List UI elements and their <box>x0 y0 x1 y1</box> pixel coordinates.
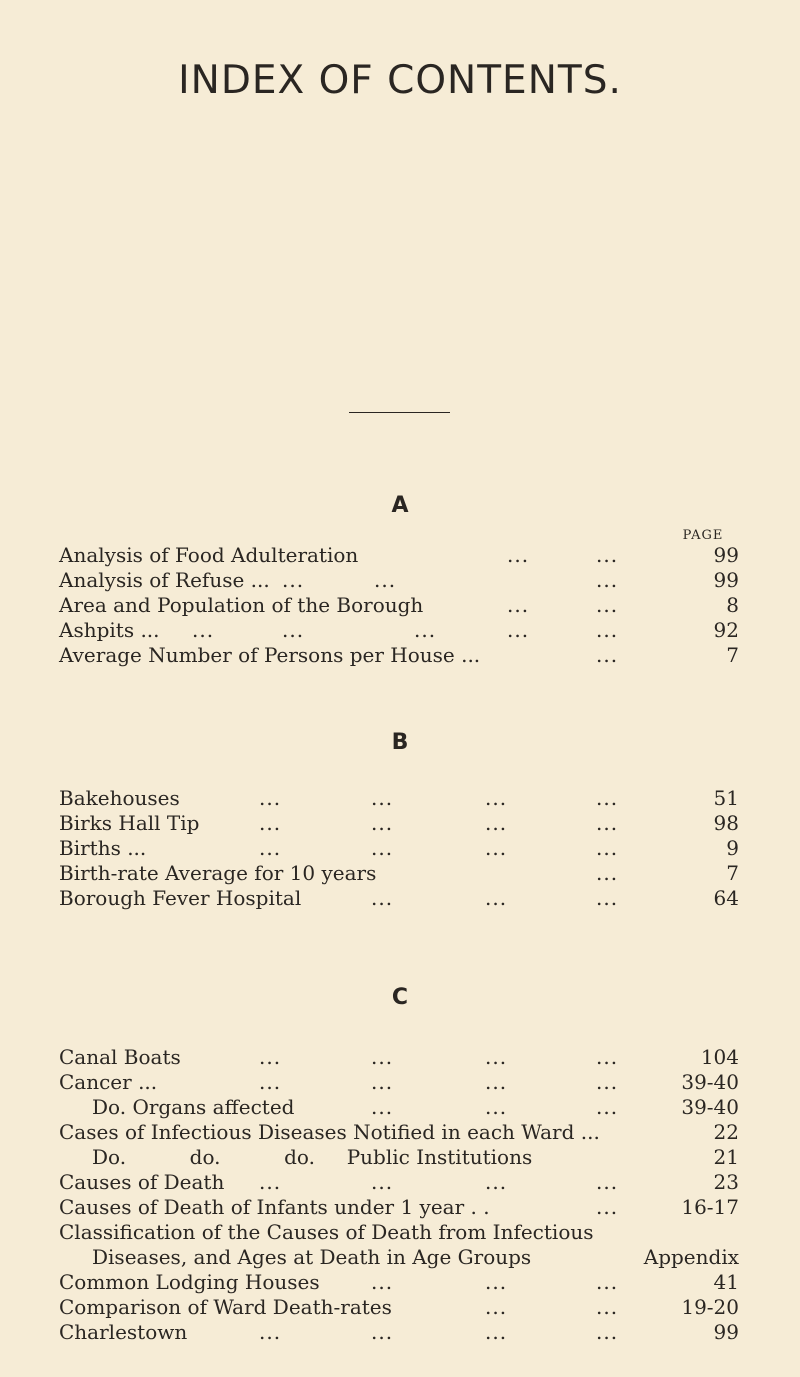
index-entry: Canal Boats ... ... ... ... 104 <box>59 1045 739 1069</box>
entry-page: 92 <box>713 618 739 642</box>
entry-page: 7 <box>726 643 739 667</box>
index-entry: Charlestown ... ... ... ... 99 <box>59 1320 739 1344</box>
title-divider <box>349 412 450 413</box>
entry-label: Causes of Death of Infants under 1 year . . <box>59 1195 490 1219</box>
index-entry: Birth-rate Average for 10 years ... 7 <box>59 861 739 885</box>
index-entry <box>59 1245 739 1270</box>
index-entry: Analysis of Food Adulteration ... ... 99 <box>59 543 739 567</box>
index-entry: Causes of Death ... ... ... ... 23 <box>59 1170 739 1194</box>
entry-label: Borough Fever Hospital <box>59 886 302 910</box>
entry-page: 7 <box>726 861 739 885</box>
entry-label: Common Lodging Houses <box>59 1270 320 1294</box>
index-entry: Ashpits ... ... ... ... ... ... 92 <box>59 618 739 642</box>
entry-label: Classification of the Causes of Death from Infectious <box>59 1220 594 1244</box>
entry-page: 16-17 <box>681 1195 739 1219</box>
index-entry: Bakehouses ... ... ... ... 51 <box>59 786 739 810</box>
entry-page: 99 <box>713 543 739 567</box>
entry-label: Average Number of Persons per House ... <box>59 643 481 667</box>
entry-label: Birks Hall Tip <box>59 811 200 835</box>
entry-label: Do. Organs affected <box>92 1095 295 1119</box>
entry-label: Diseases, and Ages at Death in Age Groups <box>92 1245 532 1269</box>
entry-label: Analysis of Refuse ... <box>59 568 270 592</box>
index-entry <box>59 1145 739 1170</box>
entry-label: Analysis of Food Adulteration <box>59 543 359 567</box>
entry-page: 104 <box>700 1045 739 1069</box>
section-letter-a: A <box>391 493 409 518</box>
entry-label: Causes of Death <box>59 1170 225 1194</box>
entry-label: Cancer ... <box>59 1070 158 1094</box>
index-entry: Birks Hall Tip ... ... ... ... 98 <box>59 811 739 835</box>
index-entry <box>59 1120 739 1145</box>
entry-label: Bakehouses <box>59 786 180 810</box>
index-entry: Average Number of Persons per House ... ... 7 <box>59 643 739 667</box>
entry-page: 64 <box>713 886 739 910</box>
section-letter-c: C <box>391 985 409 1010</box>
entry-page: 19-20 <box>681 1295 739 1319</box>
index-entry <box>59 1220 739 1245</box>
index-entry: Causes of Death of Infants under 1 year . . ... 16-17 <box>59 1195 739 1219</box>
entry-label: Comparison of Ward Death-rates <box>59 1295 392 1319</box>
entry-page: 8 <box>726 593 739 617</box>
entry-label: Canal Boats <box>59 1045 181 1069</box>
entry-label: Area and Population of the Borough <box>59 593 424 617</box>
index-entry: Births ... ... ... ... ... 9 <box>59 836 739 860</box>
entry-page: 99 <box>713 1320 739 1344</box>
entry-page: 51 <box>713 786 739 810</box>
entry-label: Do. do. do. Public Institutions <box>92 1145 533 1169</box>
entry-page: 9 <box>726 836 739 860</box>
section-letter-b: B <box>391 730 409 755</box>
entry-page: 22 <box>713 1120 739 1144</box>
entry-label: Charlestown <box>59 1320 188 1344</box>
index-entry: Do. Organs affected ... ... ... 39-40 <box>92 1095 739 1119</box>
entry-label: Birth-rate Average for 10 years <box>59 861 377 885</box>
page-title: INDEX OF CONTENTS. <box>178 58 622 103</box>
index-entry: Analysis of Refuse ... ... ... ... 99 <box>59 568 739 592</box>
entry-page: 39-40 <box>681 1095 739 1119</box>
entry-page: 23 <box>713 1170 739 1194</box>
entry-label: Births ... <box>59 836 147 860</box>
index-entry: Area and Population of the Borough ... ... 8 <box>59 593 739 617</box>
entry-page: 99 <box>713 568 739 592</box>
entry-label: Cases of Infectious Diseases Notified in each Ward ... <box>59 1120 600 1144</box>
index-entry: Borough Fever Hospital ... ... ... 64 <box>59 886 739 910</box>
index-entry: Common Lodging Houses ... ... ... 41 <box>59 1270 739 1294</box>
index-entry: Cancer ... ... ... ... ... 39-40 <box>59 1070 739 1094</box>
entry-page: Appendix <box>643 1245 739 1269</box>
index-entry: Comparison of Ward Death-rates ... ... 19-20 <box>59 1295 739 1319</box>
entry-page: 98 <box>713 811 739 835</box>
entry-page: 39-40 <box>681 1070 739 1094</box>
entry-label: Ashpits ... <box>59 618 160 642</box>
page-column-heading: PAGE <box>682 528 724 543</box>
entry-page: 21 <box>713 1145 739 1169</box>
entry-page: 41 <box>713 1270 739 1294</box>
